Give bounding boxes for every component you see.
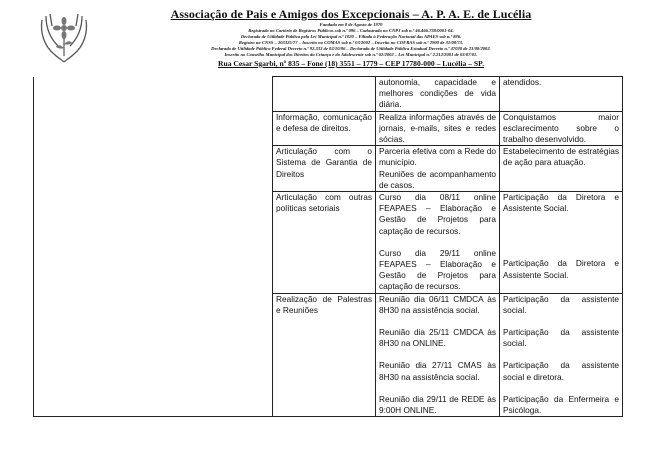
description-text: autonomia, capacidade e melhores condições de vida diária. xyxy=(379,77,496,110)
result-text: Participação da assistente social. xyxy=(503,327,619,349)
letterhead-line: Declarada de Utilidade Pública Federal Decreto n.º 92.333 de 03/10/86 – Declarada de Utilidade Pública Estadual Decreto n.º 47020 de 23/08/2002. xyxy=(211,46,491,51)
apae-logo xyxy=(38,6,90,64)
description-text: Curso dia 08/11 online FEAPAES – Elaboração e Gestão de Projetos para captação de recursos. xyxy=(379,192,496,236)
result-cell xyxy=(500,293,623,417)
description-text: Reunião dia 06/11 CMDCA às 8H30 na assistência social. xyxy=(379,293,496,315)
result-cell xyxy=(500,111,623,146)
result-text: Estabelecimento de estratégias de ação para atuação. xyxy=(503,146,619,168)
description-text: Reunião dia 29/11 de REDE às 9:00H ONLINE. xyxy=(379,393,496,416)
result-text: Participação da Diretora e Assistente Social. xyxy=(503,258,619,280)
letterhead-line: Fundada em 8 de Agosto de 1970 xyxy=(319,22,383,27)
description-cell xyxy=(376,192,500,294)
action-cell: Informação, comunicação e defesa de direitos. xyxy=(273,111,376,146)
description-text: Realiza informações através de jornais, e-mails, sites e redes sócias. xyxy=(379,111,496,145)
result-text: Participação da Enfermeira e Psicóloga. xyxy=(503,393,619,416)
result-cell xyxy=(500,192,623,294)
description-text: Curso dia 29/11 online FEAPAES – Elaboração e Gestão de Projetos para captação de recursos. xyxy=(379,247,496,292)
action-cell xyxy=(273,77,376,112)
result-text: Conquistamos maior esclarecimento sobre o trabalho desenvolvido. xyxy=(503,111,619,145)
description-text: Reunião dia 27/11 CMAS às 8H30 na assistência social. xyxy=(379,360,496,382)
organization-title: Associação de Pais e Amigos dos Excepcionais – A. P. A. E. de Lucélia xyxy=(170,7,532,21)
letterhead xyxy=(96,7,606,68)
letterhead-line: Declarada de Utilidade Pública pela Lei Municipal n.º 1020 – Filiada à Federação Nacional das APAES sob n.º 886. xyxy=(240,34,462,39)
result-text: Participação da Diretora e Assistente Social. xyxy=(503,192,619,214)
activities-table xyxy=(33,76,623,417)
action-cell: Articulação com o Sistema de Garantia de Direitos xyxy=(273,146,376,192)
letterhead-line: Registrada no Cartório de Registros Públicos sob n.º 096 – Cadastrada no CNPJ sob n.º 46.466.738/0001-04. xyxy=(248,28,454,33)
description-cell xyxy=(376,146,500,192)
result-cell xyxy=(500,146,623,192)
description-cell xyxy=(376,77,500,112)
description-cell xyxy=(376,111,500,146)
result-text: atendidos. xyxy=(503,77,542,87)
address-line: Rua Cesar Sgarbi, nº 835 – Fone (18) 3551 – 1779 – CEP 17780-000 – Lucélia – SP. xyxy=(218,59,484,68)
description-cell xyxy=(376,293,500,417)
action-cell: Realização de Palestras e Reuniões xyxy=(273,293,376,417)
result-text: Participação da assistente social e diretora. xyxy=(503,360,619,382)
result-text: Participação da assistente social. xyxy=(503,293,619,315)
description-text: Parceria efetiva com a Rede do município. xyxy=(379,146,496,168)
result-cell xyxy=(500,77,623,112)
description-text: Reuniões de acompanhamento de casos. xyxy=(379,168,496,190)
action-cell: Articulação com outras políticas setoriais xyxy=(273,192,376,294)
letterhead-line: Registro no CNSS – 203325/77 – Inscrito no COMAS sob n.º 03/2002 – Inscrito no COFRAS sob n.º 2900 de 31/08/73. xyxy=(238,40,464,45)
table-row xyxy=(34,77,623,112)
letterhead-line: Inscrito no Conselho Municipal dos Direitos da Criança e do Adolescente sob n.º 02/2002 – Lei Municipal n.º 2.212/2001 de 03/07/01. xyxy=(224,52,478,57)
empty-cell xyxy=(34,77,273,417)
description-text: Reunião dia 25/11 CMDCA às 8H30 na ONLINE. xyxy=(379,327,496,349)
